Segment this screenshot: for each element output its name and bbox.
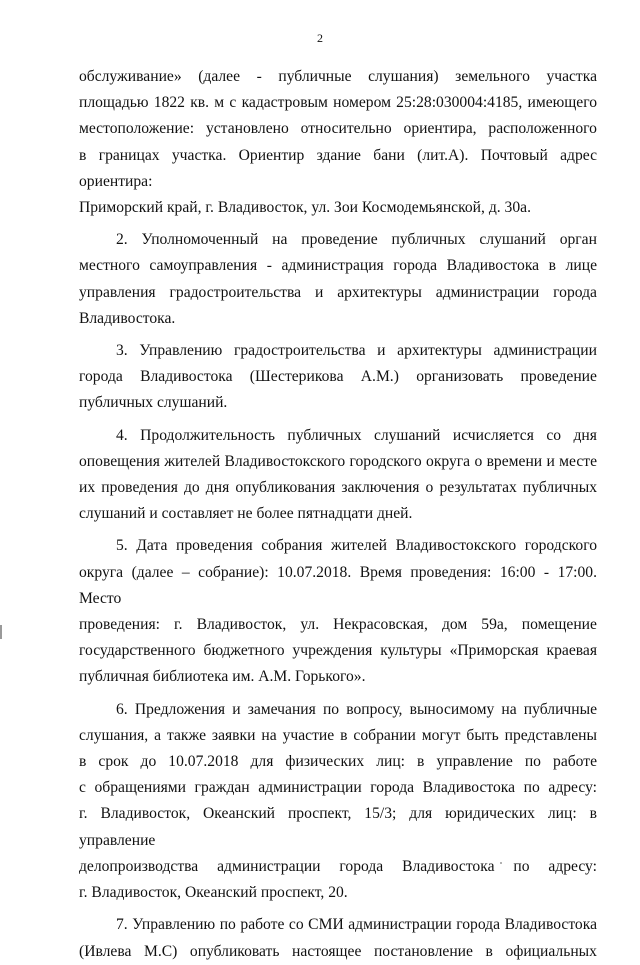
word: земельного bbox=[455, 68, 530, 85]
text-line bbox=[79, 423, 597, 449]
word: лиц: bbox=[376, 753, 406, 771]
word: адресу: bbox=[548, 857, 597, 875]
text-run: г. Владивосток, Океанский проспект, 15/3; для юридических лиц: в управление bbox=[79, 805, 597, 849]
text-line bbox=[79, 697, 597, 723]
text-run: их проведения до дня опубликования заключения о результатах публичных bbox=[79, 479, 597, 497]
paragraph bbox=[79, 227, 597, 332]
text-line bbox=[79, 664, 597, 690]
word: слушаний bbox=[373, 426, 441, 444]
word: относительно bbox=[300, 120, 392, 138]
word: управления bbox=[79, 283, 156, 301]
paragraph bbox=[79, 64, 597, 221]
text-run: слушания, а также заявки на участие в собрании могут быть представлены bbox=[79, 726, 597, 744]
word: исчисляется bbox=[452, 426, 534, 444]
text-line bbox=[79, 227, 597, 253]
word: ул. bbox=[300, 616, 320, 634]
word: 4. bbox=[116, 426, 128, 444]
word: публичные bbox=[278, 68, 352, 85]
word: градостроительства bbox=[169, 283, 302, 301]
text-run: оповещения жителей Владивостокского городского округа о времени и месте bbox=[79, 452, 597, 470]
word: участка bbox=[546, 68, 597, 85]
text-line bbox=[79, 854, 597, 880]
text-line bbox=[79, 533, 597, 559]
word: Владивосток, bbox=[196, 616, 287, 634]
word: М.С) bbox=[143, 942, 178, 960]
word: и bbox=[377, 342, 386, 360]
scan-speck bbox=[500, 862, 502, 864]
word: Владивостока bbox=[402, 857, 495, 875]
word: А.М.) bbox=[360, 368, 399, 386]
text-line bbox=[79, 280, 597, 306]
word: Продолжительность bbox=[140, 426, 275, 444]
text-line bbox=[79, 723, 597, 749]
paragraph bbox=[79, 533, 597, 690]
word: публичных bbox=[391, 231, 466, 249]
word: делопроизводства bbox=[79, 857, 199, 875]
word: города bbox=[553, 283, 597, 301]
text-run: публичных слушаний. bbox=[79, 394, 228, 412]
word: Управлению bbox=[139, 342, 223, 360]
word: города bbox=[79, 368, 123, 386]
word: ориентира, bbox=[403, 120, 477, 138]
word: проведения: bbox=[79, 616, 160, 634]
word: г. bbox=[174, 616, 183, 634]
text-line bbox=[79, 364, 597, 390]
word: дня bbox=[573, 426, 597, 444]
word: проведение bbox=[301, 231, 378, 249]
word: - bbox=[256, 68, 262, 85]
word: установлено bbox=[205, 120, 289, 138]
word: Владивостока bbox=[140, 368, 233, 386]
word: постановление bbox=[373, 942, 473, 960]
word: архитектуры bbox=[337, 283, 422, 301]
word: города bbox=[339, 857, 384, 875]
text-line bbox=[79, 64, 597, 90]
word: со bbox=[546, 426, 562, 444]
text-run: 7. Управлению по работе со СМИ администрации города Владивостока bbox=[116, 916, 597, 934]
word: слушания) bbox=[368, 68, 439, 85]
word: физических bbox=[285, 753, 365, 771]
word: организовать bbox=[416, 368, 504, 386]
word: градостроительства bbox=[233, 342, 366, 360]
word: администрации bbox=[493, 342, 597, 360]
word: расположенного bbox=[488, 120, 597, 138]
word: в bbox=[417, 753, 425, 771]
paragraph bbox=[79, 697, 597, 907]
word: управление bbox=[436, 753, 513, 771]
word: опубликовать bbox=[189, 942, 280, 960]
text-line bbox=[79, 749, 597, 775]
text-line bbox=[79, 449, 597, 475]
word: и bbox=[314, 283, 324, 301]
text-run: с обращениями граждан администрации города Владивостока по адресу: bbox=[79, 779, 597, 797]
word: до bbox=[140, 753, 157, 771]
text-line bbox=[79, 306, 597, 332]
document-body bbox=[79, 64, 597, 965]
word: по bbox=[513, 857, 530, 875]
paragraph bbox=[79, 912, 597, 964]
word: 59а, bbox=[481, 616, 508, 634]
word: проведение bbox=[520, 368, 597, 386]
word: администрации bbox=[435, 283, 540, 301]
word: слушаний bbox=[479, 231, 546, 249]
word: помещение bbox=[521, 616, 597, 634]
text-line bbox=[79, 880, 597, 906]
word: (Ивлева bbox=[79, 942, 132, 960]
text-run: в границах участка. Ориентир здание бани (лит.А). Почтовый адрес ориентира: bbox=[79, 146, 597, 190]
word: местоположение: bbox=[79, 120, 195, 138]
word: срок bbox=[98, 753, 129, 771]
text-run: 6. Предложения и замечания по вопросу, выносимому на публичные bbox=[116, 700, 597, 718]
word: в bbox=[79, 753, 87, 771]
text-line bbox=[79, 475, 597, 501]
word: 2. bbox=[116, 231, 128, 249]
text-line bbox=[79, 143, 597, 195]
text-run: слушаний и составляет не более пятнадцати дней. bbox=[79, 505, 413, 523]
word: настоящее bbox=[292, 942, 362, 960]
word: Некрасовская, bbox=[333, 616, 428, 634]
text-line bbox=[79, 801, 597, 853]
word: для bbox=[250, 753, 274, 771]
word: администрации bbox=[217, 857, 321, 875]
word: 10.07.2018 bbox=[168, 753, 239, 771]
word: обслуживание» bbox=[79, 68, 182, 85]
text-run: Владивостока. bbox=[79, 309, 176, 327]
text-line bbox=[79, 912, 597, 938]
text-line bbox=[79, 253, 597, 279]
text-line bbox=[79, 612, 597, 638]
text-line bbox=[79, 116, 597, 142]
paragraph bbox=[79, 338, 597, 417]
text-line bbox=[79, 775, 597, 801]
word: на bbox=[272, 231, 288, 249]
text-line bbox=[79, 338, 597, 364]
text-line bbox=[79, 390, 597, 416]
word: по bbox=[524, 753, 541, 771]
text-run: государственного бюджетного учреждения культуры «Приморская краевая bbox=[79, 642, 597, 660]
text-line bbox=[79, 90, 597, 116]
word: официальных bbox=[505, 942, 597, 960]
text-line bbox=[79, 638, 597, 664]
text-run: Приморский край, г. Владивосток, ул. Зои Космодемьянской, д. 30а. bbox=[79, 199, 531, 217]
word: 3. bbox=[116, 342, 128, 360]
word: орган bbox=[559, 231, 597, 249]
text-run: г. Владивосток, Океанский проспект, 20. bbox=[79, 884, 348, 902]
text-run: округа (далее – собрание): 10.07.2018. Время проведения: 16:00 - 17:00. Место bbox=[79, 563, 597, 607]
scan-edge-mark bbox=[0, 625, 2, 639]
word: в bbox=[485, 942, 493, 960]
paragraph bbox=[79, 423, 597, 528]
text-run: местного самоуправления - администрация города Владивостока в лице bbox=[79, 257, 597, 275]
word: архитектуры bbox=[397, 342, 482, 360]
text-line bbox=[79, 560, 597, 612]
word: (далее bbox=[198, 68, 241, 85]
word: публичных bbox=[287, 426, 362, 444]
word: (Шестерикова bbox=[249, 368, 344, 386]
word: дом bbox=[441, 616, 468, 634]
word: Уполномоченный bbox=[141, 231, 259, 249]
text-run: публичная библиотека им. А.М. Горького». bbox=[79, 668, 366, 686]
text-run: площадью 1822 кв. м с кадастровым номером 25:28:030004:4185, имеющего bbox=[79, 94, 597, 112]
text-run: 5. Дата проведения собрания жителей Владивостокского городского bbox=[116, 537, 597, 555]
text-line bbox=[79, 501, 597, 527]
text-line bbox=[79, 939, 597, 965]
word: работе bbox=[553, 753, 597, 771]
text-line bbox=[79, 195, 597, 221]
page-number: 2 bbox=[317, 31, 323, 45]
